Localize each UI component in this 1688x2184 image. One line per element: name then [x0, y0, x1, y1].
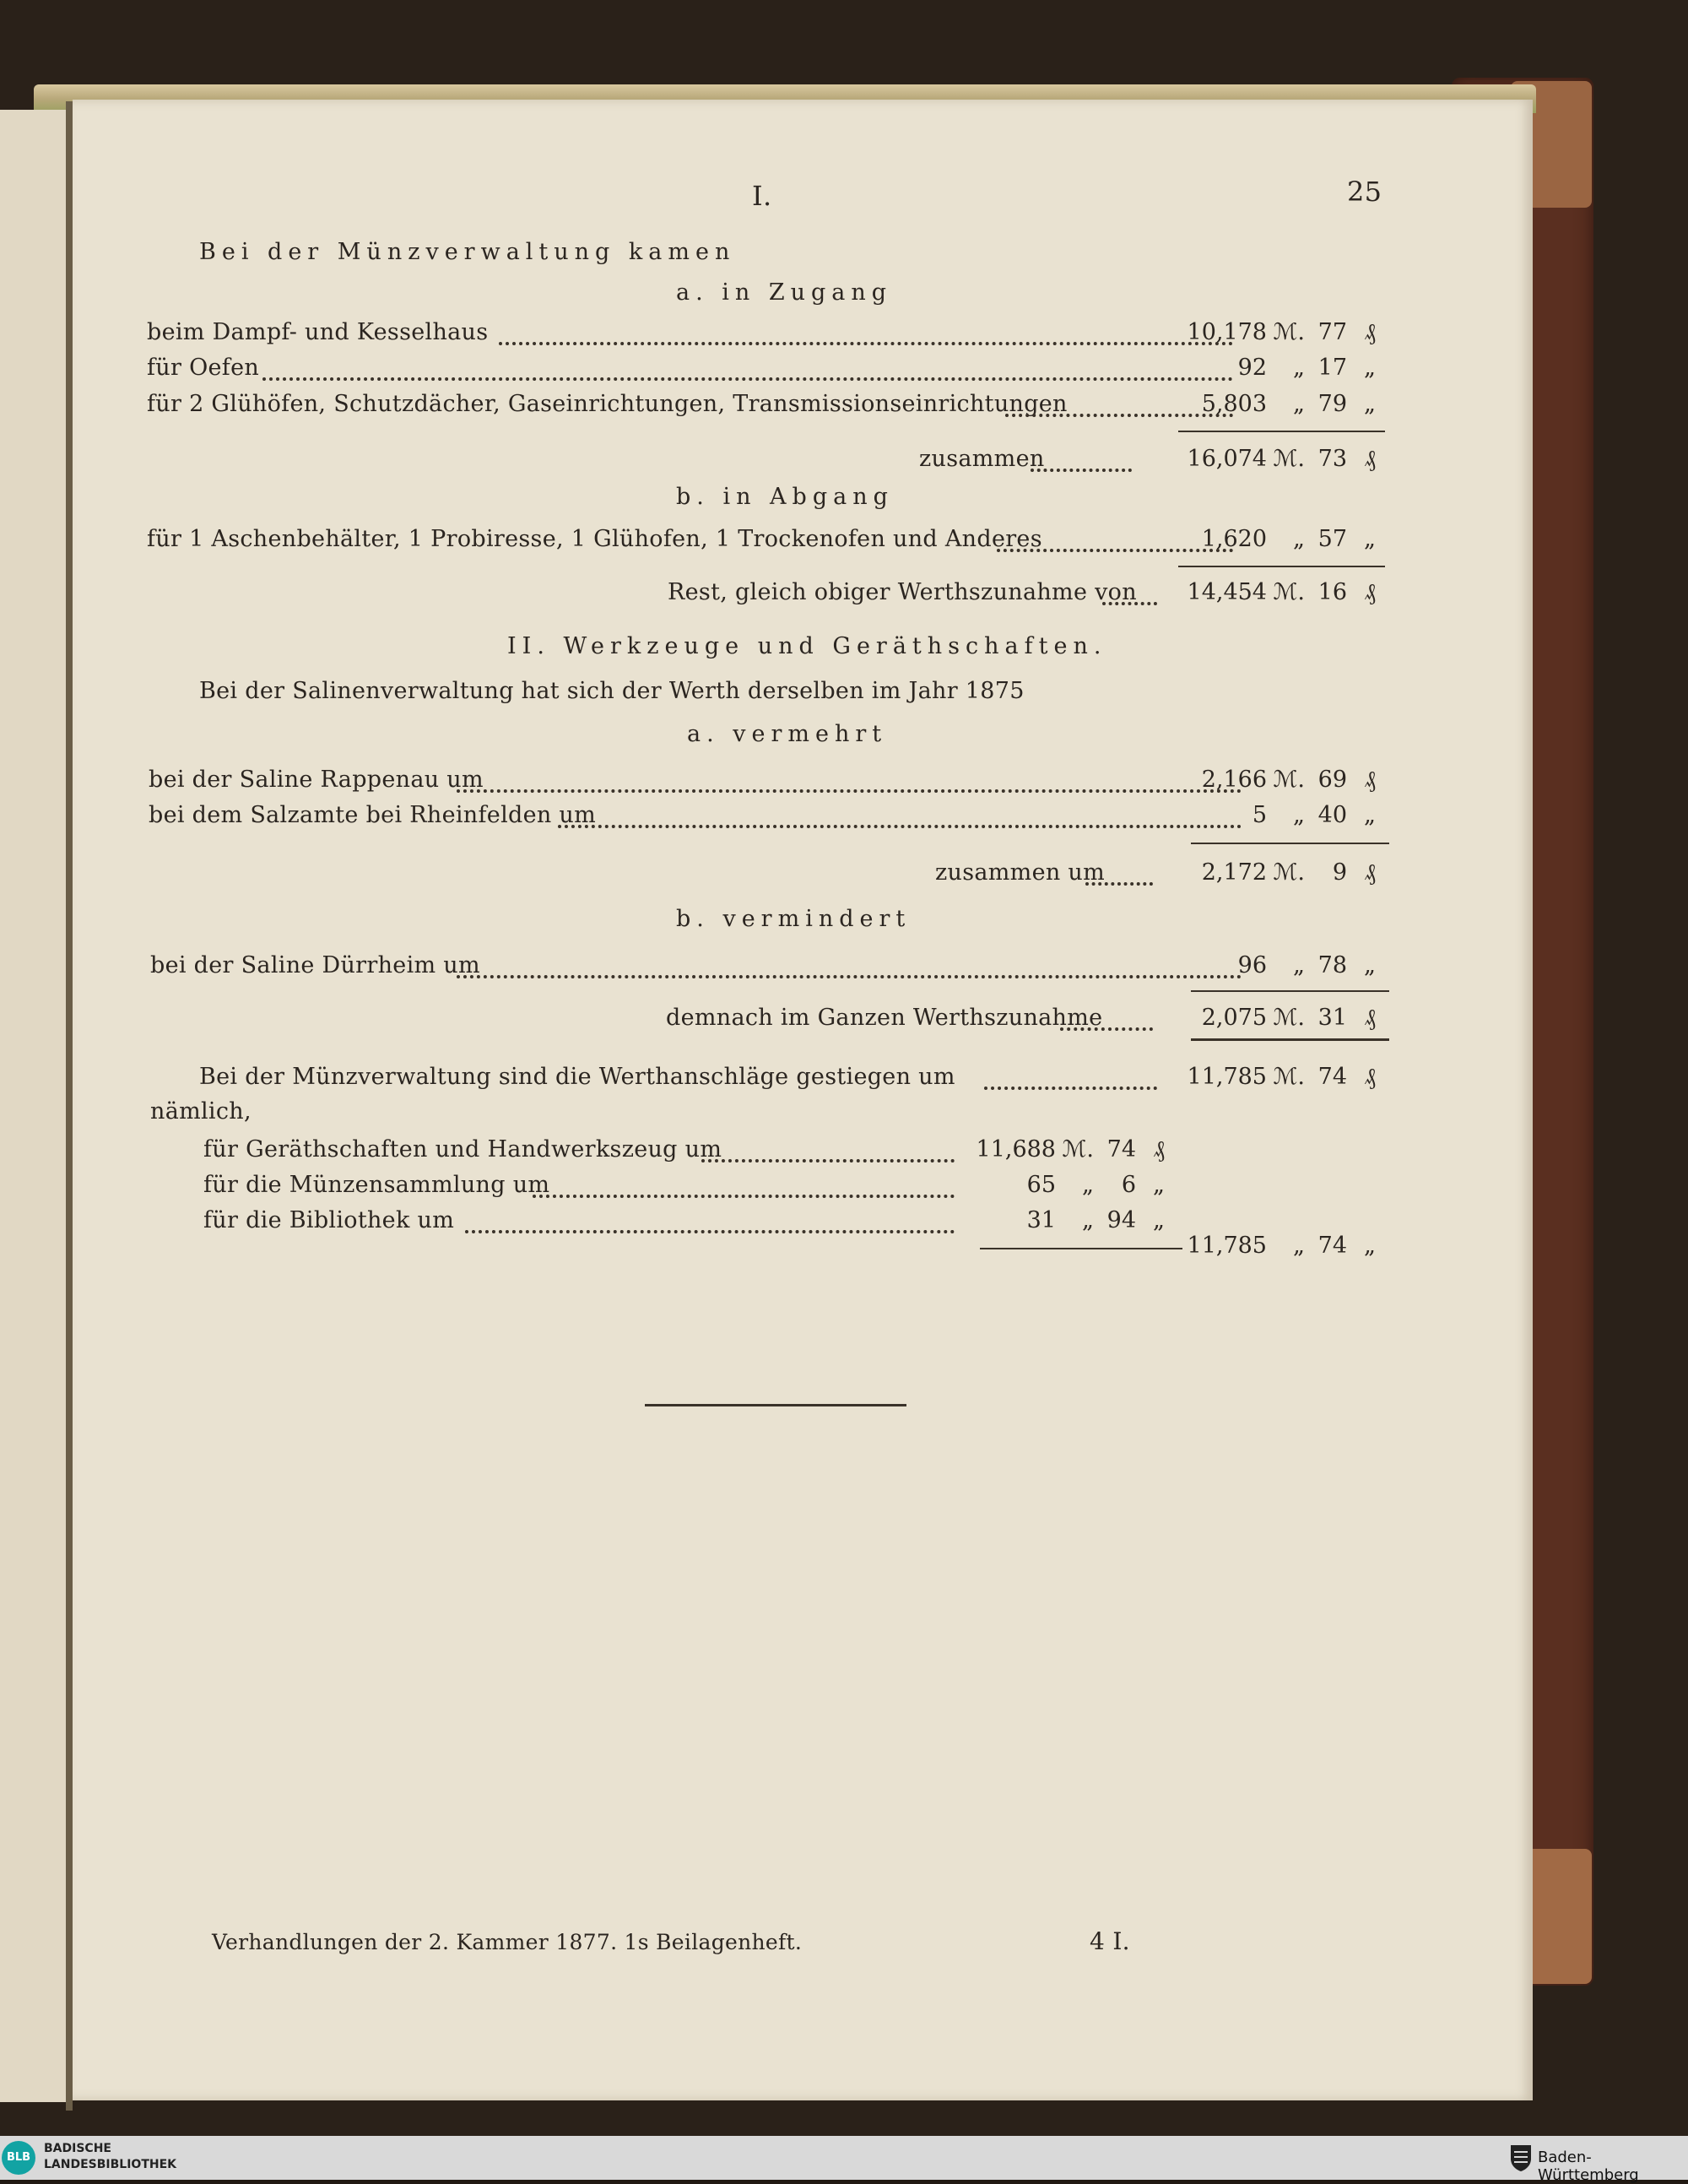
row-unit: „ — [1293, 802, 1305, 828]
section2-heading: II. Werkzeuge und Geräthschaften. — [507, 633, 1107, 659]
blb-line1: BADISCHE — [44, 2142, 111, 2155]
total-cents: 31 — [1317, 1005, 1347, 1031]
row-label: bei dem Salzamte bei Rheinfelden um — [149, 802, 597, 828]
sub-label: für die Bibliothek um — [203, 1207, 455, 1233]
blb-line2: LANDESBIBLIOTHEK — [44, 2158, 177, 2171]
row-unit: „ — [1293, 355, 1305, 381]
sum-cents: 9 — [1332, 859, 1347, 886]
sum-rule — [1178, 566, 1385, 567]
blb-wordmark — [44, 2141, 176, 2173]
row-cents: 77 — [1317, 319, 1347, 345]
row-amount: 96 — [1237, 952, 1267, 978]
sum-rule — [1178, 431, 1385, 432]
sub-unit2: „ — [1153, 1172, 1165, 1198]
namely-label: nämlich, — [150, 1098, 252, 1125]
sum-cents: 73 — [1317, 446, 1347, 472]
row-unit2: ₰ — [1364, 767, 1376, 793]
section2-a-heading: a. vermehrt — [687, 721, 888, 747]
row-cents: 17 — [1317, 355, 1347, 381]
leader-dots — [499, 340, 1233, 345]
sum-label: zusammen — [919, 446, 1045, 472]
leader-dots — [984, 1085, 1157, 1090]
row-unit2: „ — [1364, 355, 1376, 381]
sub-unit: „ — [1082, 1172, 1094, 1198]
page-footer-signature: 4 I. — [1090, 1927, 1130, 1955]
section-end-rule — [645, 1404, 906, 1406]
section1-intro: Bei der Münzverwaltung kamen — [199, 239, 736, 265]
row-label: beim Dampf- und Kesselhaus — [147, 319, 489, 345]
row-label: für 1 Aschenbehälter, 1 Probiresse, 1 Glühofen, 1 Trockenofen und Anderes — [147, 526, 1042, 552]
book-page — [73, 100, 1533, 2100]
rest-cents: 16 — [1317, 579, 1347, 605]
row-unit2: „ — [1364, 391, 1376, 417]
row-amount: 2,166 — [1201, 767, 1267, 793]
rest-label: Rest, gleich obiger Werthszunahme von — [668, 579, 1137, 605]
sub-total-unit: „ — [1293, 1233, 1305, 1259]
rest-unit: ℳ. — [1273, 579, 1305, 605]
leader-dots — [533, 1193, 955, 1198]
row-unit: ℳ. — [1273, 767, 1305, 793]
row-amount: 92 — [1237, 355, 1267, 381]
leader-dots — [1102, 600, 1157, 605]
rest-unit2: ₰ — [1364, 579, 1376, 605]
total-label: demnach im Ganzen Werthszunahme — [666, 1005, 1103, 1031]
row-label: für Oefen — [147, 355, 260, 381]
sum-unit2: ₰ — [1364, 446, 1376, 472]
sub-label: für Geräthschaften und Handwerkszeug um — [203, 1136, 722, 1162]
row-unit: „ — [1293, 391, 1305, 417]
leader-dots — [262, 376, 1233, 381]
section2-b-heading: b. vermindert — [676, 906, 912, 932]
sub-cents: 6 — [1121, 1172, 1136, 1198]
total-unit: ℳ. — [1273, 1005, 1305, 1031]
total-unit2: ₰ — [1364, 1005, 1376, 1031]
sub-total-amount: 11,785 — [1187, 1233, 1267, 1259]
section1-a-heading: a. in Zugang — [676, 279, 893, 306]
sub-cents: 94 — [1106, 1207, 1136, 1233]
sub-amount: 31 — [1026, 1207, 1056, 1233]
sub-total-unit2: „ — [1364, 1233, 1376, 1259]
total-amount: 2,075 — [1201, 1005, 1267, 1031]
header-section-label: I. — [752, 180, 772, 212]
sub-unit2: ₰ — [1153, 1136, 1165, 1162]
sub-unit: „ — [1082, 1207, 1094, 1233]
sum-rule — [1191, 843, 1389, 844]
sum-amount: 2,172 — [1201, 859, 1267, 886]
row-unit: „ — [1293, 526, 1305, 552]
sum-unit: ℳ. — [1273, 859, 1305, 886]
sub-total-cents: 74 — [1317, 1233, 1347, 1259]
leader-dots — [1085, 881, 1153, 886]
mint-intro: Bei der Münzverwaltung sind die Werthanschläge gestiegen um — [199, 1064, 955, 1090]
sub-unit: ℳ. — [1062, 1136, 1094, 1162]
double-rule-top — [1191, 1038, 1389, 1041]
sub-cents: 74 — [1106, 1136, 1136, 1162]
row-cents: 78 — [1317, 952, 1347, 978]
bw-coat-of-arms-icon — [1508, 2143, 1534, 2172]
sub-unit2: „ — [1153, 1207, 1165, 1233]
viewer-footer-bar — [0, 2136, 1688, 2180]
leader-dots — [1031, 467, 1132, 472]
sum-unit: ℳ. — [1273, 446, 1305, 472]
row-unit2: „ — [1364, 802, 1376, 828]
sub-amount: 11,688 — [976, 1136, 1056, 1162]
row-unit2: „ — [1364, 952, 1376, 978]
left-page-edge — [0, 110, 68, 2102]
row-amount: 1,620 — [1201, 526, 1267, 552]
rest-amount: 14,454 — [1187, 579, 1267, 605]
row-cents: 40 — [1317, 802, 1347, 828]
leader-dots — [465, 1228, 955, 1233]
row-amount: 10,178 — [1187, 319, 1267, 345]
bw-wordmark: Baden-Württemberg — [1538, 2149, 1639, 2184]
book-gutter — [66, 101, 73, 2111]
row-unit: „ — [1293, 952, 1305, 978]
sum-rule — [1191, 990, 1389, 992]
leader-dots — [701, 1157, 955, 1162]
row-cents: 69 — [1317, 767, 1347, 793]
sum-amount: 16,074 — [1187, 446, 1267, 472]
mint-amount: 11,785 — [1187, 1064, 1267, 1090]
row-unit2: „ — [1364, 526, 1376, 552]
row-amount: 5,803 — [1201, 391, 1267, 417]
row-label: bei der Saline Rappenau um — [149, 767, 484, 793]
mint-unit2: ₰ — [1364, 1064, 1376, 1090]
sub-amount: 65 — [1026, 1172, 1056, 1198]
leader-dots — [1060, 1026, 1153, 1031]
section2-intro: Bei der Salinenverwaltung hat sich der Werth derselben im Jahr 1875 — [199, 678, 1025, 704]
row-unit: ℳ. — [1273, 319, 1305, 345]
leader-dots — [457, 788, 1242, 793]
row-amount: 5 — [1252, 802, 1267, 828]
mint-cents: 74 — [1317, 1064, 1347, 1090]
row-label: für 2 Glühöfen, Schutzdächer, Gaseinrichtungen, Transmissionseinrichtungen — [147, 391, 1068, 417]
sub-rule — [980, 1248, 1182, 1249]
sum-label: zusammen um — [935, 859, 1106, 886]
leader-dots — [457, 973, 1242, 978]
page-footer-source: Verhandlungen der 2. Kammer 1877. 1s Beilagenheft. — [212, 1930, 803, 1954]
row-label: bei der Saline Dürrheim um — [150, 952, 480, 978]
leader-dots — [558, 823, 1242, 828]
row-cents: 57 — [1317, 526, 1347, 552]
sub-label: für die Münzensammlung um — [203, 1172, 550, 1198]
section1-b-heading: b. in Abgang — [676, 484, 894, 510]
sum-unit2: ₰ — [1364, 859, 1376, 886]
mint-unit: ℳ. — [1273, 1064, 1305, 1090]
blb-logo-icon: BLB — [2, 2141, 35, 2175]
page-number: 25 — [1347, 176, 1382, 208]
row-unit2: ₰ — [1364, 319, 1376, 345]
row-cents: 79 — [1317, 391, 1347, 417]
